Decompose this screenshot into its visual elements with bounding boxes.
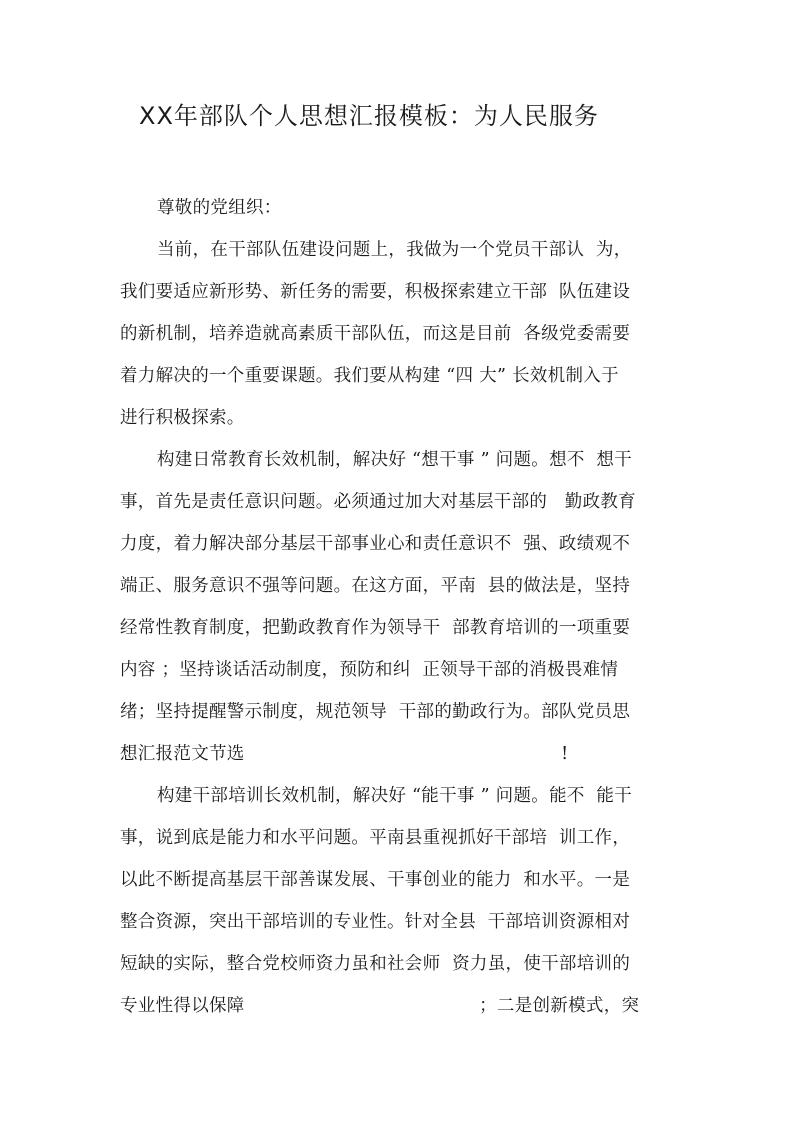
paragraph-line: 内容 ；坚持谈话活动制度，预防和纠 正领导干部的消极畏难情	[120, 660, 619, 680]
salutation: 尊敬的党组织：	[157, 198, 282, 218]
paragraph-line: 事，说到底是能力和水平问题。平南县重视抓好干部培 训工作，	[120, 828, 631, 848]
paragraph-line: 的新机制，培养造就高素质干部队伍，而这是目前 各级党委需要	[120, 324, 631, 344]
paragraph-line: 力度，着力解决部分基层干部事业心和责任意识不 强、政绩观不	[120, 534, 631, 554]
paragraph-line: 绪；坚持提醒警示制度，规范领导 干部的勤政行为。部队党员思	[120, 702, 631, 722]
paragraph-line: 构建日常教育长效机制，解决好 “想干事 ” 问题。想不 想干	[157, 450, 633, 470]
paragraph-line: 端正、服务意识不强等问题。在这方面，平南 县的做法是，坚持	[120, 576, 631, 596]
paragraph-line: 想汇报范文节选 !	[120, 744, 569, 764]
paragraph-line: 进行积极探索。	[120, 408, 245, 428]
paragraph-line: 当前，在干部队伍建设问题上，我做为一个党员干部认 为，	[157, 240, 632, 260]
paragraph-line: 短缺的实际，整合党校师资力虽和社会师 资力虽，使干部培训的	[120, 954, 631, 974]
paragraph-line: 着力解决的一个重要课题。我们要从构建 “四 大” 长效机制入于	[120, 366, 619, 386]
paragraph-line: 整合资源，突出干部培训的专业性。针对全县 干部培训资源相对	[120, 912, 631, 932]
paragraph-line: 经常性教育制度，把勤政教育作为领导干 部教育培训的一项重要	[120, 618, 631, 638]
paragraph-line: 我们要适应新形势、新任务的需要，积极探索建立干部 队伍建设	[120, 282, 631, 302]
paragraph-line: 以此不断提高基层干部善谋发展、干事创业的能力 和水平。一是	[120, 870, 631, 890]
paragraph-line: 事，首先是责任意识问题。必须通过加大对基层干部的 勤政教育	[120, 492, 636, 512]
paragraph-line: 专业性得以保障 ；二是创新模式，突	[120, 996, 640, 1016]
paragraph-line: 构建干部培训长效机制，解决好 “能干事 ” 问题。能不 能干	[157, 786, 633, 806]
document-title: XX年部队个人思想汇报模板：为人民服务	[139, 102, 599, 130]
